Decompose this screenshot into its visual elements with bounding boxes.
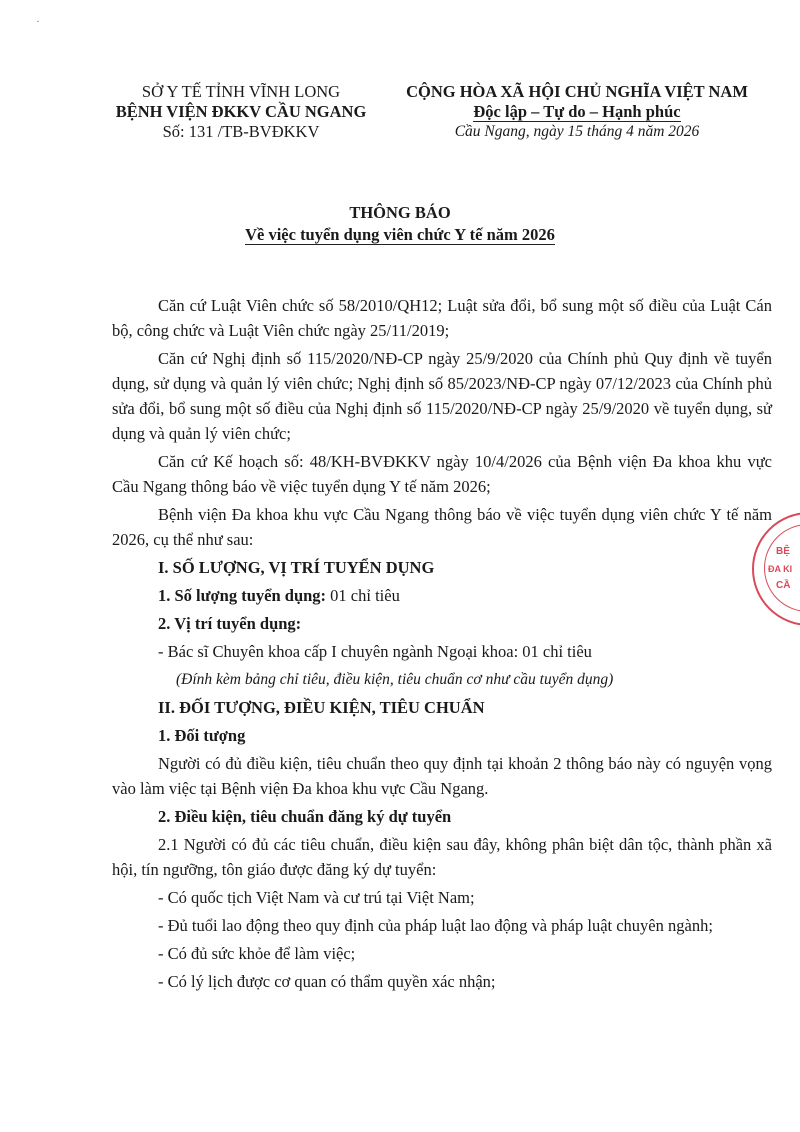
national-motto: Độc lập – Tự do – Hạnh phúc	[473, 102, 681, 121]
document-body	[112, 293, 772, 997]
paragraph-intro: Bệnh viện Đa khoa khu vực Cầu Ngang thông báo về việc tuyển dụng viên chức Y tế năm 2026, cụ thể như sau:	[112, 505, 772, 549]
stamp-text-2: ĐA KI	[768, 564, 793, 574]
position-line: - Bác sĩ Chuyên khoa cấp I chuyên ngành Ngoại khoa: 01 chỉ tiêu	[158, 642, 592, 661]
document-number: Số: 131 /TB-BVĐKKV	[162, 122, 320, 141]
stamp-text-1: BỆ	[776, 546, 790, 557]
header-right	[386, 82, 768, 142]
condition-item-4: - Có lý lịch được cơ quan có thẩm quyền xác nhận;	[158, 972, 496, 991]
section-2-heading: II. ĐỐI TƯỢNG, ĐIỀU KIỆN, TIÊU CHUẨN	[158, 698, 485, 717]
section-2-sub-2-text: 2.1 Người có đủ các tiêu chuẩn, điều kiện sau đây, không phân biệt dân tộc, thành phần xã hội, tín ngưỡng, tôn giáo được đăng ký dự tuyển:	[112, 835, 772, 879]
condition-item-1: - Có quốc tịch Việt Nam và cư trú tại Việt Nam;	[158, 888, 475, 907]
section-2-sub-2: 2. Điều kiện, tiêu chuẩn đăng ký dự tuyển	[158, 807, 452, 826]
title-block	[0, 202, 800, 246]
national-title: CỘNG HÒA XÃ HỘI CHỦ NGHĨA VIỆT NAM	[406, 82, 748, 101]
agency-name: SỞ Y TẾ TỈNH VĨNH LONG	[141, 82, 341, 101]
paragraph-legal-basis-1: Căn cứ Luật Viên chức số 58/2010/QH12; Luật sửa đổi, bổ sung một số điều của Luật Cán bộ, công chức và Luật Viên chức ngày 25/11/2019;	[112, 296, 772, 340]
item-1-label: 1. Số lượng tuyển dụng:	[158, 586, 327, 605]
attachment-note: (Đính kèm bảng chỉ tiêu, điều kiện, tiêu chuẩn cơ như cầu tuyển dụng)	[176, 671, 614, 688]
document-subtitle: Về việc tuyển dụng viên chức Y tế năm 2026	[245, 225, 555, 244]
section-1-item-1	[112, 583, 772, 608]
header-left	[96, 82, 386, 142]
paragraph-legal-basis-2: Căn cứ Nghị định số 115/2020/NĐ-CP ngày 25/9/2020 của Chính phủ Quy định về tuyển dụng, sử dụng và quản lý viên chức; Nghị định số 85/2023/NĐ-CP ngày 07/12/2023 của Chính phủ sửa đổi, bổ sung một số điều của Nghị định số 115/2020/NĐ-CP ngày 25/9/2020 về tuyển dụng, sử dụng và quản lý viên chức;	[112, 349, 772, 443]
document-date: Cầu Ngang, ngày 15 tháng 4 năm 2026	[454, 123, 700, 140]
hospital-name: BỆNH VIỆN ĐKKV CẦU NGANG	[115, 102, 367, 121]
paragraph-legal-basis-3: Căn cứ Kế hoạch số: 48/KH-BVĐKKV ngày 10/4/2026 của Bệnh viện Đa khoa khu vực Cầu Ngang thông báo về việc tuyển dụng Y tế năm 2026;	[112, 452, 772, 496]
section-2-sub-1-text: Người có đủ điều kiện, tiêu chuẩn theo quy định tại khoản 2 thông báo này có nguyện vọng vào làm việc tại Bệnh viện Đa khoa khu vực Cầu Ngang.	[112, 754, 772, 798]
item-1-value: 01 chỉ tiêu	[326, 586, 400, 605]
condition-item-2: - Đủ tuổi lao động theo quy định của pháp luật lao động và pháp luật chuyên ngành;	[158, 916, 713, 935]
section-1-item-2-label: 2. Vị trí tuyển dụng:	[158, 614, 302, 633]
scan-mark: ·	[36, 14, 40, 28]
condition-item-3: - Có đủ sức khỏe để làm việc;	[158, 944, 356, 963]
section-2-sub-1: 1. Đối tượng	[158, 726, 246, 745]
section-1-heading: I. SỐ LƯỢNG, VỊ TRÍ TUYỂN DỤNG	[158, 558, 435, 577]
stamp-text-3: CẦ	[776, 580, 791, 591]
document-title: THÔNG BÁO	[349, 203, 451, 222]
